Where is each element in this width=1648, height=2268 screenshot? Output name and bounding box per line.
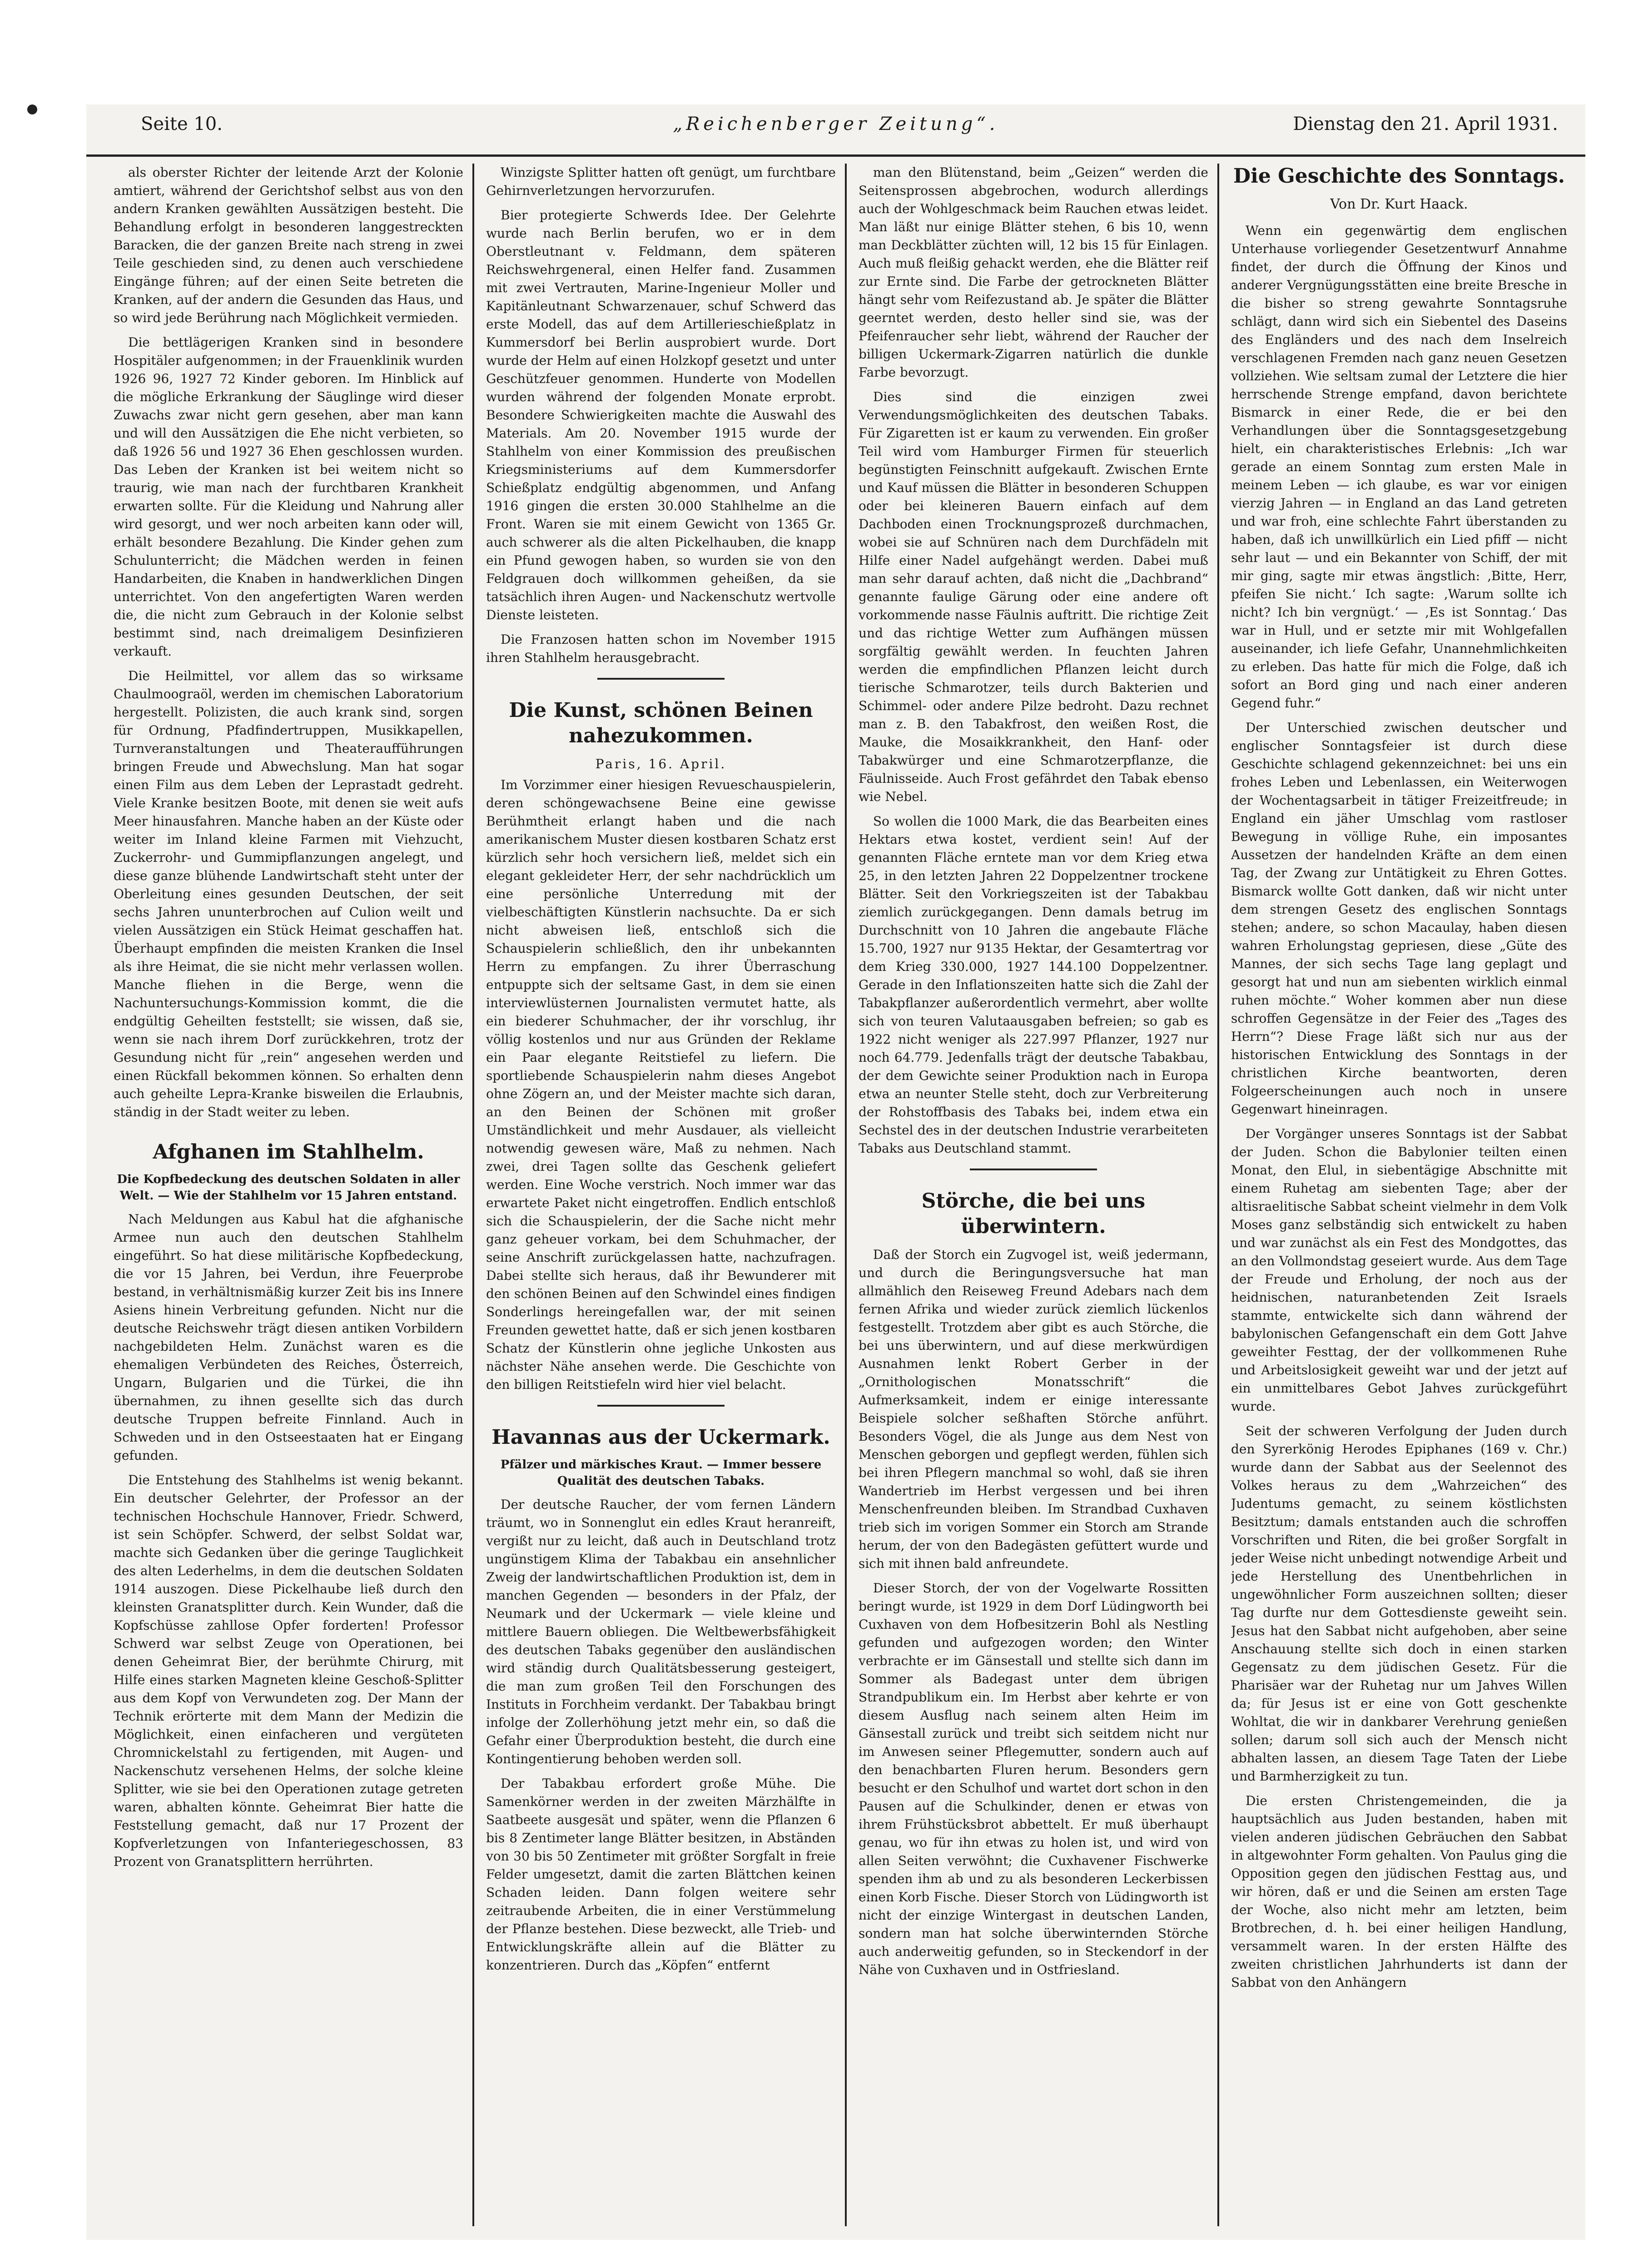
- article-subheadline: Pfälzer und märkisches Kraut. — Immer bessere Qualität des deutschen Tabaks.: [500, 1458, 822, 1488]
- kunst-paragraph: Im Vorzimmer einer hiesigen Revueschauspielerin, deren schöngewachsene Beine eine gewisse Berühmtheit erlangt haben und die nach amerikanischem Muster diesen kostbaren Schatz erst kürzlich sehr hoch versichern ließ, meldet sich ein elegant gekleideter Herr, der sehr nachdrücklich um eine persönliche Unterredung mit der vielbeschäftigten Künstlerin nachsuchte. Da er sich nicht abweisen ließ, entschloß sich die Schauspielerin schließlich, den ihr unbekannten Herrn zu empfangen. Zu ihrer Überraschung entpuppte sich der seltsame Gast, in dem sie einen interviewlüsternen Journalisten vermutet hatte, als ein biederer Schuhmacher, der ihr vorschlug, ihr völlig kostenlos und nur aus Gründen der Reklame ein Paar elegante Reitstiefel zu liefern. Die sportliebende Schauspielerin nahm dieses Angebot ohne Zögern an, und der Meister machte sich daran, an den Beinen der Schönen mit großer Umständlichkeit und mehr Ausdauer, als vielleicht notwendig gewesen wäre, Maß zu nehmen. Nach zwei, drei Tagen sollte das Geschenk geliefert werden. Eine Woche verstrich. Noch immer war das erwartete Paket nicht eingetroffen. Endlich entschloß sich die Schauspielerin, der die Sache nicht mehr ganz geheuer vorkam, bei dem Schuhmacher, der seine Anschrift zurückgelassen hatte, nachzufragen. Dabei stellte sich heraus, daß ihr Bewunderer mit den schönen Beinen auf den Schwindel eines findigen Sonderlings hereingefallen war, der mit seinen Freunden gewettet hatte, daß er sich jenen kostbaren Schatz der Künstlerin ohne jegliche Unkosten aus nächster Nähe ansehen werde. Die Geschichte von den billigen Reitstiefeln wird hier viel belacht.: [486, 777, 836, 1392]
- article-headline-stoerche: Störche, die bei uns überwintern.: [921, 1189, 1146, 1238]
- leprosy-paragraph: Die Heilmittel, vor allem das so wirksame Chaulmoograöl, werden im chemischen Laboratorium hergestellt. Polizisten, die auch krank sind, sorgen für Ordnung, Pfadfindertruppen, Musikkapellen, Turnveranstaltungen und Theateraufführungen bringen Freude und Abwechslung. Man hat sogar einen Film aus dem Leben der Leprastadt gedreht. Viele Kranke besitzen Boote, mit denen sie weit aufs Meer hinausfahren. Manche haben an der Küste oder weiter im Inland kleine Farmen mit Viehzucht, Zuckerrohr- und Gummipflanzungen angelegt, und diese ganze blühende Landwirtschaft steht unter der Oberleitung eines gesunden Deutschen, der seit sechs Jahren ununterbrochen auf Culion weilt und vielen Aussätzigen ein Stück Heimat geschaffen hat. Überhaupt empfinden die meisten Kranken die Insel als ihre Heimat, die sie nicht mehr verlassen wollen. Manche fliehen in die Berge, wenn die Nachuntersuchungs-Kommission kommt, die die endgültig Geheilten feststellt; sie wissen, daß sie, wenn sie nach ihrem Dorf zurückkehren, trotz der Gesundung nicht für „rein“ angesehen werden und einen Rückfall bekommen können. So erhalten denn auch geheilte Lepra-Kranke bisweilen die Erlaubnis, ständig in der Stadt weiter zu leben.: [114, 668, 463, 1119]
- tabak-paragraph: man den Blütenstand, beim „Geizen“ werden die Seitensprossen abgebrochen, wodurch allerdings auch der Wohlgeschmack beim Rauchen etwas leidet. Man läßt nur einige Blätter stehen, 6 bis 10, wenn man Deckblätter züchten will, 12 bis 15 für Einlagen. Auch muß fleißig gehackt werden, ehe die Blätter reif zur Ernte sind. Die Farbe der getrockneten Blätter hängt sehr vom Reifezustand ab. Je später die Blätter geerntet werden, desto heller sind sie, was der Pfeifenraucher sehr liebt, während der Raucher der billigen Uckermark-Zigarren natürlich die dunkle Farbe bevorzugt.: [859, 165, 1208, 380]
- column-rule: [1217, 164, 1219, 2226]
- column-4: [1231, 164, 1567, 2226]
- stahlhelm-paragraph: Bier protegierte Schwerds Idee. Der Gelehrte wurde nach Berlin berufen, wo er in dem Oberstleutnant v. Feldmann, dem späteren Reichswehrgeneral, einen Helfer fand. Zusammen mit zwei Vertrauten, Marine-Ingenieur Moller und Kapitänleutnant Schwarzenauer, schuf Schwerd das erste Modell, das auf dem Artillerieschießplatz in Kummersdorf bei Berlin ausprobiert wurde. Dort wurde der Helm auf einen Holzkopf gesetzt und unter Geschützfeuer genommen. Hunderte von Modellen wurden während der folgenden Monate erprobt. Besondere Schwierigkeiten machte die Auswahl des Materials. Am 20. November 1915 wurde der Stahlhelm von einer Kommission des preußischen Kriegsministeriums auf dem Kummersdorfer Schießplatz endgültig abgenommen, und Anfang 1916 gingen die ersten 30.000 Stahlhelme an die Front. Waren sie mit einem Gewicht von 1365 Gr. auch schwerer als die alten Pickelhauben, die knapp ein Pfund gewogen haben, so wurden sie von den Feldgrauen doch willkommen geheißen, da sie tatsächlich ihren Augen- und Nackenschutz wertvolle Dienste leisteten.: [486, 208, 836, 622]
- page-number: Seite 10.: [141, 114, 223, 134]
- article-headline-afghanen: Afghanen im Stahlhelm.: [153, 1140, 424, 1164]
- article-separator: [970, 1169, 1097, 1170]
- storch-paragraph: Dieser Storch, der von der Vogelwarte Rossitten beringt wurde, ist 1929 in dem Dorf Lüdingworth bei Cuxhaven von dem Hofbesitzerin Bohl als Nestling gefunden und aufgezogen worden; den Winter verbrachte er im Gänsestall und stellte sich dann im Sommer als Badegast unter dem übrigen Strandpublikum ein. Im Herbst aber kehrte er von diesem Ausflug nach seinem alten Heim im Gänsestall zurück und treibt sich seitdem nicht nur im Anwesen seiner Pflegemutter, sondern auch auf den benachbarten Fluren herum. Besonders gern besucht er den Schulhof und wartet dort schon in den Pausen auf die Schulkinder, denen er etwas von ihrem Frühstücksbrot abbettelt. Er muß überhaupt genau, wo für ihn etwas zu holen ist, und wird von allen Seiten verwöhnt; die Cuxhavener Fischwerke spenden ihm ab und zu als besonderen Leckerbissen einen Korb Fische. Dieser Storch von Lüdingworth ist nicht der einzige Wintergast in deutschen Landen, sondern man hat solche überwinternden Störche auch anderweitig gefunden, so in Steckendorf in der Nähe von Cuxhaven und in Ostfriesland.: [859, 1581, 1208, 1977]
- tabak-paragraph: Der deutsche Raucher, der vom fernen Ländern träumt, wo in Sonnenglut ein edles Kraut heranreift, vergißt nur zu leicht, daß auch in Deutschland trotz ungünstigem Klima der Tabakbau ein ansehnlicher Zweig der landwirtschaftlichen Produktion ist, dem in manchen Gegenden — besonders in der Pfalz, der Neumark und der Uckermark — viele kleine und mittlere Bauern obliegen. Die Weltbewerbsfähigkeit des deutschen Tabaks gegenüber den ausländischen wird ständig durch Qualitätsbesserung gesteigert, die man zum großen Teil den Forschungen des Instituts in Forchheim verdankt. Der Tabakbau bringt infolge der Zollerhöhung jetzt mehr ein, so daß die Gefahr einer Überproduktion besteht, die durch eine Kontingentierung behoben werden soll.: [486, 1497, 836, 1766]
- column-1: [114, 164, 463, 2226]
- stahlhelm-paragraph: Die Entstehung des Stahlhelms ist wenig bekannt. Ein deutscher Gelehrter, der Professor an der technischen Hochschule Hannover, Friedr. Schwerd, ist sein Schöpfer. Schwerd, der selbst Soldat war, machte sich Gedanken über die geringe Tauglichkeit des alten Lederhelms, in dem die deutschen Soldaten 1914 auszogen. Diese Pickelhaube ließ durch den kleinsten Granatsplitter durch. Kein Wunder, daß die Kopfschüsse zahllose Opfer forderten! Professor Schwerd war selbst Zeuge von Operationen, bei denen Geheimrat Bier, der berühmte Chirurg, mit Hilfe eines starken Magneten kleine Geschoß-Splitter aus dem Kopf von Verwundeten zog. Der Mann der Technik erörterte mit dem Mann der Medizin die Möglichkeit, einen einfacheren und vergüteten Chromnickelstahl zu fertigenden, mit Augen- und Nackenschutz versehenen Helms, der solche kleine Splitter, wie sie bei den Operationen zutage getreten waren, abhalten könnte. Geheimrat Bier hatte die Feststellung gemacht, daß nur 17 Prozent der Kopfverletzungen von Infanteriegeschossen, 83 Prozent von Granatsplittern herrührten.: [114, 1472, 463, 1869]
- column-rule: [472, 164, 474, 2226]
- page-header: [86, 104, 1585, 157]
- tabak-paragraph: Der Tabakbau erfordert große Mühe. Die Samenkörner werden in der zweiten Märzhälfte in Saatbeete ausgesät und später, wenn die Pflanzen 6 bis 8 Zentimeter lange Blätter besitzen, in Abständen von 30 bis 50 Zentimeter mit größter Sorgfalt in freie Felder umgesetzt, damit die zarten Blättchen keinen Schaden leiden. Dann folgen weitere sehr zeitraubende Arbeiten, die in einer Verstümmelung der Pflanze bestehen. Diese bezweckt, alle Trieb- und Entwicklungskräfte allein auf die Blätter zu konzentrieren. Durch das „Köpfen“ entfernt: [486, 1776, 836, 1973]
- leprosy-paragraph: als oberster Richter der leitende Arzt der Kolonie amtiert, während der Gerichtshof selbst aus von den andern Kranken gewählten Aussätzigen besteht. Die Behandlung erfolgt in besonderen langgestreckten Baracken, die der ganzen Breite nach streng in zwei Teile geschieden sind, zu denen auch verschiedene Eingänge führen; auf der einen Seite betreten die Kranken, auf der andern die Gesunden das Haus, und so wird jede Berührung nach Möglichkeit vermieden.: [114, 165, 463, 325]
- sonntag-paragraph: Seit der schweren Verfolgung der Juden durch den Syrerkönig Herodes Epiphanes (169 v. Chr.) wurde dann der Sabbat aus der Seelennot des Volkes heraus zu dem „Wahrzeichen“ des Judentums gemacht, zu seinem köstlichsten Besitztum; damals entstanden auch die schroffen Vorschriften und Riten, die bei großer Sorgfalt in jeder Weise nicht unbedingt notwendige Arbeit und jede Herstellung des Unentbehrlichen in ungewöhnlicher Form auszeichnen sollten; dieser Tag durfte nur dem Gottesdienste geweiht sein. Jesus hat den Sabbat nicht aufgehoben, aber seine Anschauung stellte sich doch in einen starken Gegensatz zu dem jüdischen Gesetz. Für die Pharisäer war der Ruhetag nur um Jahves Willen da; für Jesus ist er eine von Gott geschenkte Wohltat, die wir in dankbarer Verehrung genießen sollen; darum soll sich auch der Mensch nicht abhalten lassen, an diesem Tage Taten der Liebe und Barmherzigkeit zu tun.: [1231, 1423, 1567, 1784]
- column-rule: [845, 164, 847, 2226]
- sonntag-paragraph: Der Vorgänger unseres Sonntags ist der Sabbat der Juden. Schon die Babylonier teilten einen Monat, den Elul, in siebentägige Abschnitte mit einem Ruhetag am siebenten Tage; aber der altisraelitische Sabbat scheint vielmehr in dem Volk Moses ganz selbständig sich entwickelt zu haben und war zunächst als ein Fest des Mondgottes, das an den Vollmondstag geseiert wurde. Aus dem Tage der Freude und Erholung, der noch aus der heidnischen, naturanbetenden Zeit Israels stammte, entwickelte sich dann während der babylonischen Gefangenschaft ein dem Gott Jahve geweihter Festtag, der der vollkommenen Ruhe und Arbeitslosigkeit geweiht war und der jetzt auf ein unmittelbares Gebot Jahves zurückgeführt wurde.: [1231, 1126, 1567, 1414]
- article-headline-sonntag: Die Geschichte des Sonntags.: [1233, 164, 1565, 188]
- article-author: Von Dr. Kurt Haack.: [1330, 196, 1468, 212]
- sonntag-paragraph: Der Unterschied zwischen deutscher und englischer Sonntagsfeier ist durch diese Geschichte schlagend gekennzeichnet: bei uns ein frohes Leben und Lebenlassen, ein Weiterwogen der Wochentagsarbeit in tätiger Freizeitfreude; in England ein jäher Umschlag vom rastloser Bewegung in völlige Ruhe, ein imposantes Aussetzen der handelnden Kräfte an dem einen Tag, der Zwang zur Untätigkeit zu Ehren Gottes. Bismarck wollte Gott danken, daß wir nicht unter dem strengen Gesetz des englischen Sonntags stehen; andere, so schon Macaulay, haben diesen wahren Erholungstag gepriesen, diese „Güte des Mannes, der sich sechs Tage lang geplagt und gesorgt hat und nun am siebenten wirklich einmal ruhen möchte.“ Woher kommen aber nun diese schroffen Gegensätze in der Feier des „Tages des Herrn“? Diese Frage läßt sich nur aus der historischen Entwicklung des Sonntags in der christlichen Kirche beantworten, deren Folgeerscheinungen auch noch in unsere Gegenwart hineinragen.: [1231, 720, 1567, 1117]
- stahlhelm-paragraph: Die Franzosen hatten schon im November 1915 ihren Stahlhelm herausgebracht.: [486, 632, 836, 665]
- punch-hole: [27, 104, 37, 114]
- issue-date: Dienstag den 21. April 1931.: [1293, 114, 1558, 134]
- tabak-paragraph: So wollen die 1000 Mark, die das Bearbeiten eines Hektars etwa kostet, verdient sein! Auf der genannten Fläche erntete man vor dem Krieg etwa 25, in den letzten Jahren 22 Doppelzentner trockene Blätter. Seit den Vorkriegszeiten ist der Tabakbau ziemlich zurückgegangen. Denn damals betrug im Durchschnitt von 10 Jahren die angebaute Fläche 15.700, 1927 nur 9135 Hektar, der Gesamtertrag vor dem Krieg 330.000, 1927 144.100 Doppelzentner. Gerade in den Inflationszeiten hatte sich die Zahl der Tabakpflanzer außerordentlich vermehrt, aber wollte sich von teuren Valutaausgaben befreien; so gab es 1922 nicht weniger als 227.997 Pflanzer, 1927 nur noch 64.779. Jedenfalls trägt der deutsche Tabakbau, der dem Gewichte seiner Produktion nach in Europa etwa an neunter Stelle steht, doch zur Verbreiterung der Rohstoffbasis des Tabaks bei, indem etwa ein Sechstel des in der deutschen Industrie verarbeiteten Tabaks aus Deutschland stammt.: [859, 814, 1208, 1156]
- article-headline-havannas: Havannas aus der Uckermark.: [491, 1426, 830, 1449]
- dateline: Paris, 16. April.: [595, 756, 727, 771]
- sonntag-paragraph: Die ersten Christengemeinden, die ja hauptsächlich aus Juden bestanden, haben mit vielen anderen jüdischen Gebräuchen den Sabbat in altgewohnter Form gehalten. Von Paulus ging die Opposition gegen den jüdischen Festtag aus, und wir hören, daß er und die Seinen am ersten Tage der Woche, also nicht mehr am letzten, beim Brotbrechen, d. h. bei einer heiligen Handlung, versammelt waren. In der ersten Hälfte des zweiten christlichen Jahrhunderts ist dann der Sabbat von den Anhängern: [1231, 1793, 1567, 1990]
- article-headline-kunst: Die Kunst, schönen Beinen nahezukommen.: [509, 699, 813, 747]
- column-3: [859, 164, 1208, 2226]
- article-separator: [597, 1405, 725, 1407]
- column-2: [486, 164, 836, 2226]
- article-subheadline: Die Kopfbedeckung des deutschen Soldaten in aller Welt. — Wie der Stahlhelm vor 15 Jahren entstand.: [117, 1173, 460, 1203]
- stahlhelm-paragraph: Nach Meldungen aus Kabul hat die afghanische Armee nun auch den deutschen Stahlhelm eingeführt. So hat diese militärische Kopfbedeckung, die vor 15 Jahren, bei Verdun, ihre Feuerprobe bestand, in verhältnismäßig kurzer Zeit bis ins Innere Asiens hinein Verbreitung gefunden. Nicht nur die deutsche Reichswehr trägt diesen antiken Vorbildern nachgebildeten Helm. Zunächst waren es die ehemaligen Verbündeten des Reiches, Österreich, Ungarn, Bulgarien und die Türkei, die ihn übernahmen, zu ihnen gesellte sich das durch deutsche Truppen befreite Finnland. Auch in Schweden und in den Ostseestaaten hat er Eingang gefunden.: [114, 1212, 463, 1463]
- sonntag-paragraph: Wenn ein gegenwärtig dem englischen Unterhause vorliegender Gesetzentwurf Annahme findet, der durch die Öffnung der Kinos und anderer Vergnügungsstätten eine breite Bresche in die bisher so streng gewahrte Sonntagsruhe schlägt, dann wird sich ein Siebentel des Daseins des Engländers und des nach dem Inselreich verschlagenen Fremden nach ganz neuen Gesetzen vollziehen. Wie seltsam zumal der Letztere die hier herrschende Strenge empfand, davon berichtete Bismarck in einer Rede, die er bei den Verhandlungen über die Sonntagsgesetzgebung hielt, ein charakteristisches Erlebnis: „Ich war gerade an einem Sonntag zum ersten Male in meinem Leben — ich glaube, es war vor einigen vierzig Jahren — in England an das Land getreten und war froh, eine schlechte Fahrt überstanden zu haben, daß ich unwillkürlich ein Lied pfiff — nicht sehr laut — und ein Bekannter von Schiff, der mit mir ging, sagte mir etwas ängstlich: ‚Bitte, Herr, pfeifen Sie nicht.‘ Ich sagte: ‚Warum sollte ich nicht? Ich bin vergnügt.‘ — ‚Es ist Sonntag.‘ Das war in Hull, und er setzte mir mit Wohlgefallen auseinander, ich liefe Gefahr, Unannehmlichkeiten zu erleben. Das hatte für mich die Folge, daß ich sofort an Bord ging und nach einer anderen Gegend fuhr.“: [1231, 223, 1567, 711]
- newspaper-page: [86, 104, 1585, 2240]
- stahlhelm-paragraph: Winzigste Splitter hatten oft genügt, um furchtbare Gehirnverletzungen hervorzurufen.: [486, 165, 836, 198]
- tabak-paragraph: Dies sind die einzigen zwei Verwendungsmöglichkeiten des deutschen Tabaks. Für Zigaretten ist er kaum zu verwenden. Ein großer Teil wird vom Hamburger Firmen für steuerlich begünstigten Feinschnitt aufgekauft. Zwischen Ernte und Kauf müssen die Blätter in besonderen Schuppen oder bei kleineren Bauern einfach auf dem Dachboden einen Trocknungsprozeß durchmachen, wobei sie auf Schnüren nach dem Durchfädeln mit Hilfe einer Nadel aufgehängt werden. Dabei muß man sehr darauf achten, daß nicht die „Dachbrand“ genannte faulige Gärung oder eine andere oft vorkommende nasse Fäulnis auftritt. Die richtige Zeit und das richtige Wetter zum Aufhängen müssen sorgfältig gewählt werden. In feuchten Jahren werden die empfindlichen Pflanzen leicht durch tierische Schmarotzer, teils durch Bakterien und Schimmel- oder andere Pilze bedroht. Dazu rechnet man z. B. den Tabakfrost, den weißen Rost, die Mauke, die Mosaikkrankheit, den Hanf- oder Tabakwürger und eine Schmarotzerpflanze, die Fäulnisseide. Auch Frost gefährdet den Tabak ebenso wie Nebel.: [859, 389, 1208, 804]
- storch-paragraph: Daß der Storch ein Zugvogel ist, weiß jedermann, und durch die Beringungsversuche hat man allmählich den Reiseweg Freund Adebars nach dem fernen Afrika und wieder zurück ziemlich lückenlos festgestellt. Trotzdem aber gibt es auch Störche, die bei uns überwintern, und auf diese merkwürdigen Ausnahmen lenkt Robert Gerber in der „Ornithologischen Monatsschrift“ die Aufmerksamkeit, indem er einige interessante Beispiele solcher seßhaften Störche anführt. Besonders Vögel, die als Junge aus dem Nest von Menschen geborgen und gepflegt werden, fühlen sich bei ihren Pflegern manchmal so wohl, daß sie ihren Wandertrieb im Herbst vergessen und bei ihren Menschenfreunden bleiben. Im Strandbad Cuxhaven trieb sich im vorigen Sommer ein Storch am Strande herum, der von den Badegästen gefüttert wurde und sich mit ihnen bald anfreundete.: [859, 1247, 1208, 1571]
- article-separator: [597, 678, 725, 680]
- masthead: „Reichenberger Zeitung“.: [673, 114, 999, 134]
- leprosy-paragraph: Die bettlägerigen Kranken sind in besondere Hospitäler aufgenommen; in der Frauenklinik wurden 1926 96, 1927 72 Kinder geboren. Im Hinblick auf die mögliche Erkrankung der Säuglinge wird dieser Zuwachs zwar nicht gern gesehen, aber man kann und will den Aussätzigen die Ehe nicht verbieten, so daß 1926 56 und 1927 36 Ehen geschlossen wurden. Das Leben der Kranken ist bei weitem nicht so traurig, wie man nach der furchtbaren Krankheit erwarten sollte. Für die Kleidung und Nahrung aller wird gesorgt, und wer noch arbeiten kann oder will, erhält besondere Bezahlung. Die Kinder gehen zum Schulunterricht; die Mädchen werden in feinen Handarbeiten, die Knaben in handwerklichen Dingen unterrichtet. Von den angefertigten Waren werden die, die nicht zum Gebrauch in der Kolonie selbst bestimmt sind, nach dreimaligem Desinfizieren verkauft.: [114, 335, 463, 659]
